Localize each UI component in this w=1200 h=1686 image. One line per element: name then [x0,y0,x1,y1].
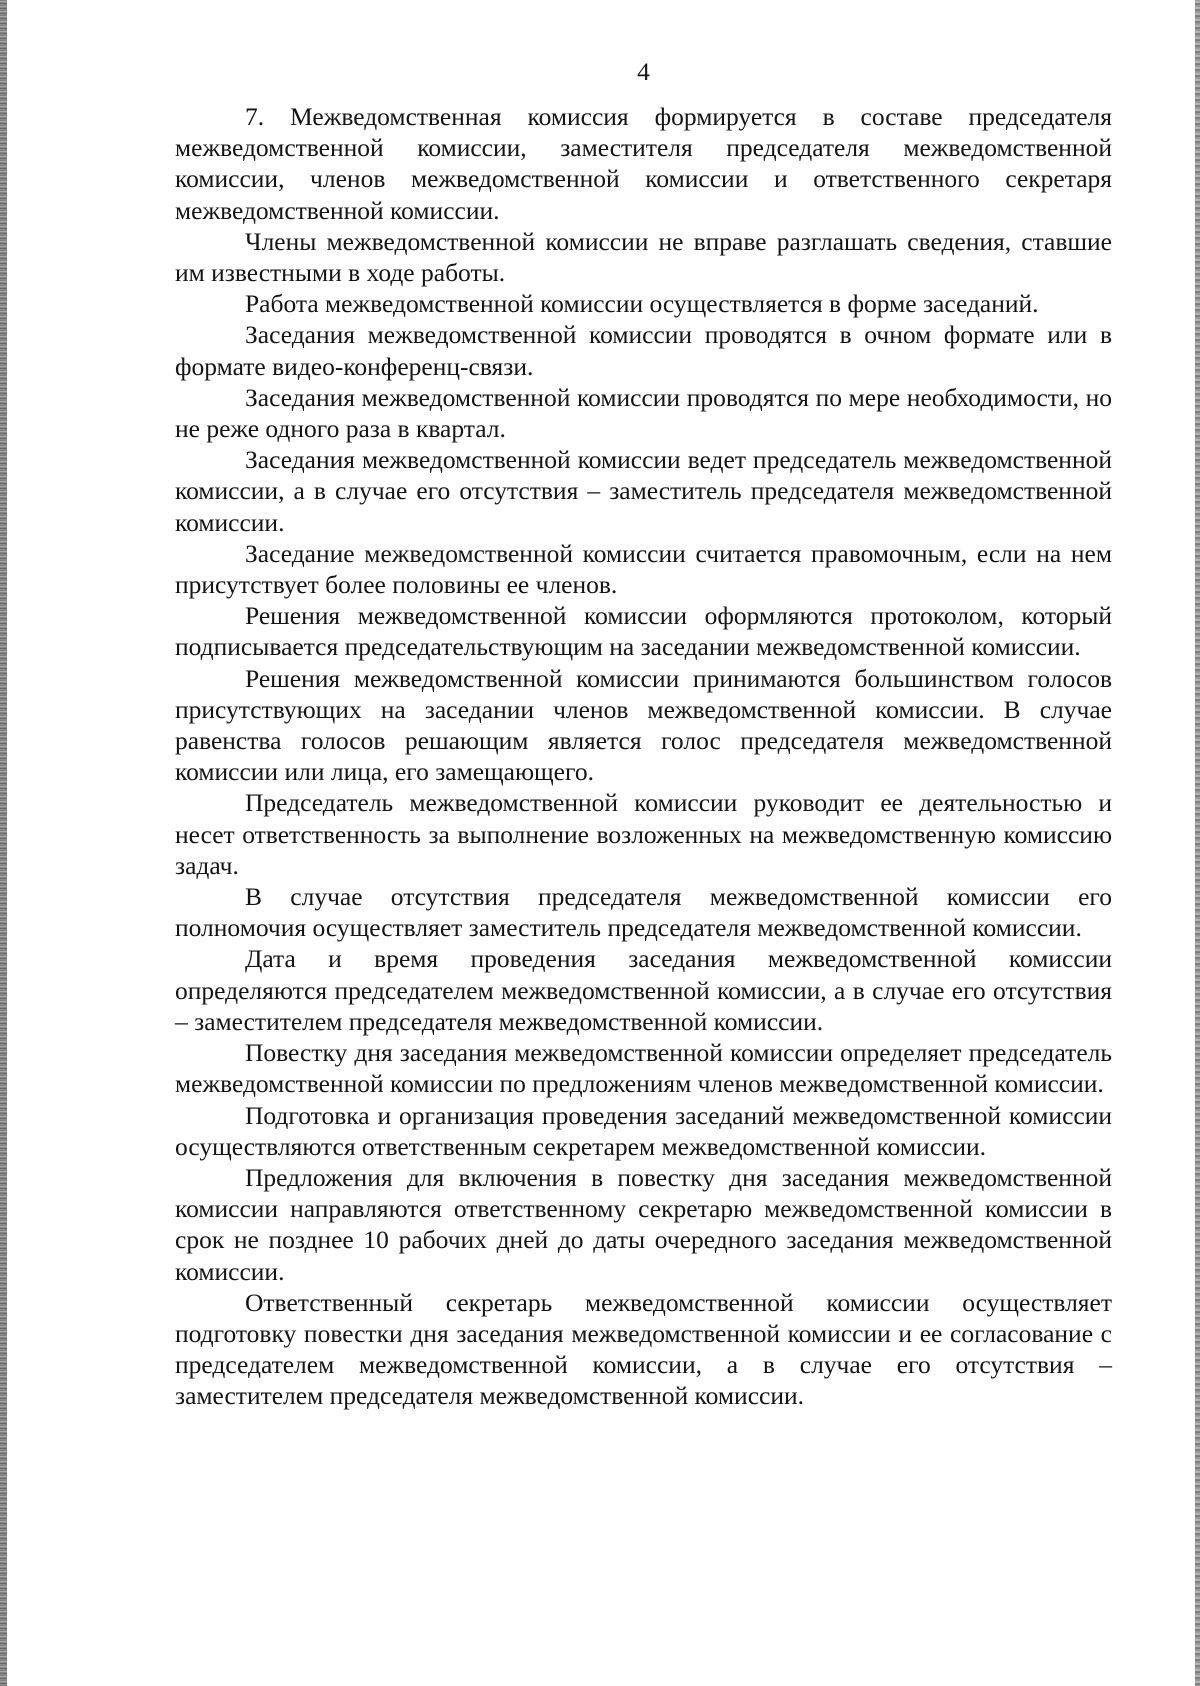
paragraph-15: Предложения для включения в повестку дня заседания межведомственной комиссии направляются ответственному секретарю межведомственной комиссии в срок не позднее 10 рабочих дней до даты очередного заседания межведомственной комиссии. [175,1162,1112,1286]
paragraph-16: Ответственный секретарь межведомственной комиссии осуществляет подготовку повестки дня заседания межведомственной комиссии и ее согласование с председателем межведомственной комиссии, а в случае его отсутствия – заместителем председателя межведомственной комиссии. [175,1287,1112,1411]
scan-border-right [1195,0,1200,1686]
paragraph-1: 7. Межведомственная комиссия формируется в составе председателя межведомственной комиссии, заместителя председателя межведомственной комиссии, членов межведомственной комиссии и ответственного секретаря межведомственной комиссии. [175,102,1112,225]
paragraph-2: Члены межведомственной комиссии не вправе разглашать сведения, ставшие им известными в ходе работы. [175,226,1112,288]
paragraph-4: Заседания межведомственной комиссии проводятся в очном формате или в формате видео-конференц-связи. [175,320,1112,381]
paragraph-13: Повестку дня заседания межведомственной комиссии определяет председатель межведомственной комиссии по предложениям членов межведомственной комиссии. [175,1038,1112,1099]
paragraph-14: Подготовка и организация проведения заседаний межведомственной комиссии осуществляются ответственным секретарем межведомственной комиссии. [175,1100,1112,1161]
paragraph-3: Работа межведомственной комиссии осуществляется в форме заседаний. [245,289,1039,319]
page-number: 4 [637,57,650,86]
paragraph-5: Заседания межведомственной комиссии проводятся по мере необходимости, но не реже одного раза в квартал. [175,382,1112,444]
paragraph-10: Председатель межведомственной комиссии руководит ее деятельностью и несет ответственность за выполнение возложенных на межведомственную комиссию задач. [175,788,1112,880]
document-page [175,56,1112,1412]
paragraph-12: Дата и время проведения заседания межведомственной комиссии определяются председателем межведомственной комиссии, а в случае его отсутствия – заместителем председателя межведомственной комиссии. [175,944,1112,1036]
paragraph-8: Решения межведомственной комиссии оформляются протоколом, который подписывается председательствующим на заседании межведомственной комиссии. [175,601,1112,662]
paragraph-7: Заседание межведомственной комиссии считается правомочным, если на нем присутствует более половины ее членов. [175,538,1112,600]
paragraph-6: Заседания межведомственной комиссии ведет председатель межведомственной комиссии, а в случае его отсутствия – заместитель председателя межведомственной комиссии. [175,445,1112,537]
scan-border-left [0,0,7,1686]
paragraph-9: Решения межведомственной комиссии принимаются большинством голосов присутствующих на заседании членов межведомственной комиссии. В случае равенства голосов решающим является голос председателя межведомственной комиссии или лица, его замещающего. [175,663,1112,787]
paragraph-11: В случае отсутствия председателя межведомственной комиссии его полномочия осуществляет заместитель председателя межведомственной комиссии. [175,882,1112,943]
